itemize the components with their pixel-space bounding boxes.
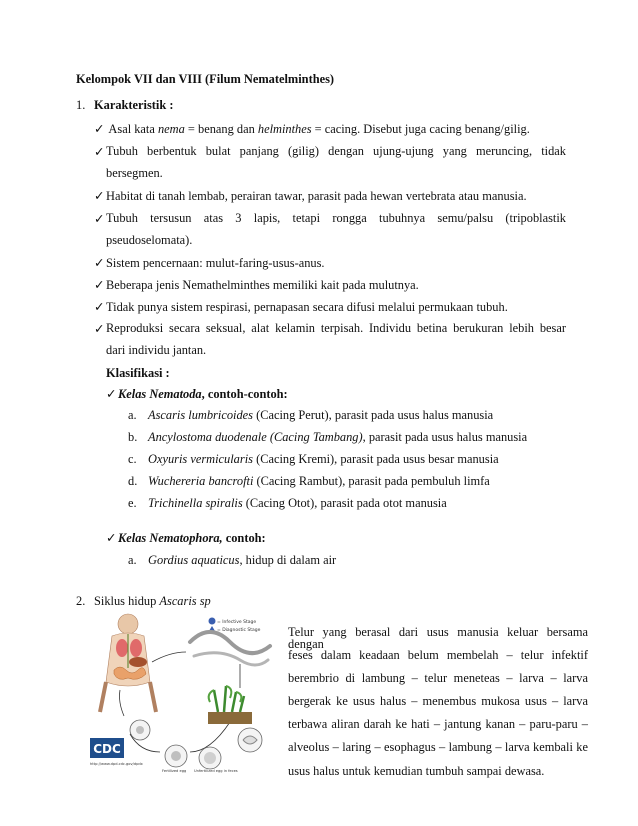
example-letter: c.	[128, 452, 137, 466]
example-item: Wuchereria bancrofti (Cacing Rambut), parasit pada pembuluh limfa	[148, 474, 490, 488]
class-nematophora: ✓ Kelas Nematophora, contoh:	[106, 531, 266, 545]
section-1-number: 1.	[76, 98, 86, 112]
page-heading: Kelompok VII dan VIII (Filum Nematelminthes)	[76, 72, 335, 86]
life-cycle-illustration	[90, 612, 280, 777]
list-item: ✓ Habitat di tanah lembab, perairan tawar, parasit pada hewan vertebrata atau manusia.	[94, 189, 527, 203]
figure-source-caption: http://www.dpd.cdc.gov/dpdx	[90, 762, 143, 766]
example-item: Trichinella spiralis (Cacing Otot), parasit pada otot manusia	[148, 496, 447, 510]
list-item-cont: pseudoselomata).	[106, 233, 193, 247]
life-cycle-line-last: usus halus untuk kemudian tumbuh sampai dewasa.	[288, 764, 545, 778]
section-1-title: Karakteristik :	[94, 98, 174, 112]
example-letter: b.	[128, 430, 138, 444]
check-icon: ✓	[106, 387, 117, 401]
check-icon: ✓	[94, 256, 105, 270]
list-item: ✓ Tidak punya sistem respirasi, pernapasan secara difusi melalui permukaan tubuh.	[94, 300, 508, 314]
legend-diagnostic: = Diagnostic Stage	[217, 628, 261, 633]
life-cycle-line: berembrio di lambung – telur meneteas – larva – larva	[288, 671, 588, 685]
klasifikasi-heading: Klasifikasi :	[106, 366, 170, 380]
life-cycle-line: Telur yang berasal dari usus manusia keluar bersama dengan	[288, 625, 588, 651]
check-icon: ✓	[94, 122, 105, 136]
list-item: Tubuh berbentuk bulat panjang (gilig) dengan ujung-ujung yang meruncing, tidak	[106, 144, 566, 158]
example-item: Ascaris lumbricoides (Cacing Perut), parasit pada usus halus manusia	[148, 408, 494, 422]
label-fertilized-egg: Fertilized egg	[162, 769, 187, 773]
check-icon: ✓	[106, 531, 117, 545]
example-item: Gordius aquaticus, hidup di dalam air	[148, 553, 337, 567]
check-icon: ✓	[94, 278, 105, 292]
label-unfertilized-egg: Unfertilized egg in feces	[194, 769, 238, 773]
list-item: ✓ Beberapa jenis Nemathelminthes memiliki kait pada mulutnya.	[94, 278, 419, 292]
section-2-title: Siklus hidup Ascaris sp	[94, 594, 211, 608]
adult-worms-illustration	[190, 632, 270, 665]
example-item: Oxyuris vermicularis (Cacing Kremi), parasit pada usus besar manusia	[148, 452, 499, 466]
legend	[209, 618, 261, 634]
list-item: Reproduksi secara seksual, alat kelamin terpisah. Individu betina berukuran lebih besar	[106, 321, 566, 335]
life-cycle-line: feses dalam keadaan belum membelah – telur infektif	[288, 648, 588, 662]
list-item: ✓ Sistem pencernaan: mulut-faring-usus-anus.	[94, 256, 325, 270]
list-item: ✓ Asal kata nema = benang dan helminthes = cacing. Disebut juga cacing benang/gilig.	[94, 122, 530, 136]
list-item-cont: dari individu jantan.	[106, 343, 207, 357]
cdc-logo-text: CDC	[93, 742, 121, 756]
list-item-cont: bersegmen.	[106, 166, 163, 180]
life-cycle-line: alveolus – laring – esophagus – lambung – larva kembali ke	[288, 740, 588, 754]
class-nematoda: ✓ Kelas Nematoda, contoh-contoh:	[106, 387, 288, 401]
soil-plant-illustration	[208, 686, 252, 724]
list-item: Tubuh tersusun atas 3 lapis, tetapi rongga tubuhnya semu/palsu (tripoblastik	[106, 211, 566, 225]
check-icon: ✓	[94, 212, 105, 226]
life-cycle-line: bergerak ke usus halus – menembus mukosa usus – larva	[288, 694, 588, 708]
example-letter: e.	[128, 496, 137, 510]
check-icon: ✓	[94, 300, 105, 314]
check-icon: ✓	[94, 145, 105, 159]
example-letter: d.	[128, 474, 138, 488]
section-2-number: 2.	[76, 594, 86, 608]
example-item: Ancylostoma duodenale (Cacing Tambang), parasit pada usus halus manusia	[148, 430, 528, 444]
ascaris-life-cycle-figure	[90, 612, 280, 777]
human-body-illustration	[100, 614, 156, 712]
example-letter: a.	[128, 408, 137, 422]
example-letter: a.	[128, 553, 137, 567]
eggs-illustration	[130, 720, 262, 773]
life-cycle-line: terbawa aliran darah ke hati – jantung kanan – paru-paru –	[288, 717, 588, 731]
check-icon: ✓	[94, 189, 105, 203]
check-icon: ✓	[94, 322, 105, 336]
legend-infective: = Infective Stage	[217, 620, 257, 625]
